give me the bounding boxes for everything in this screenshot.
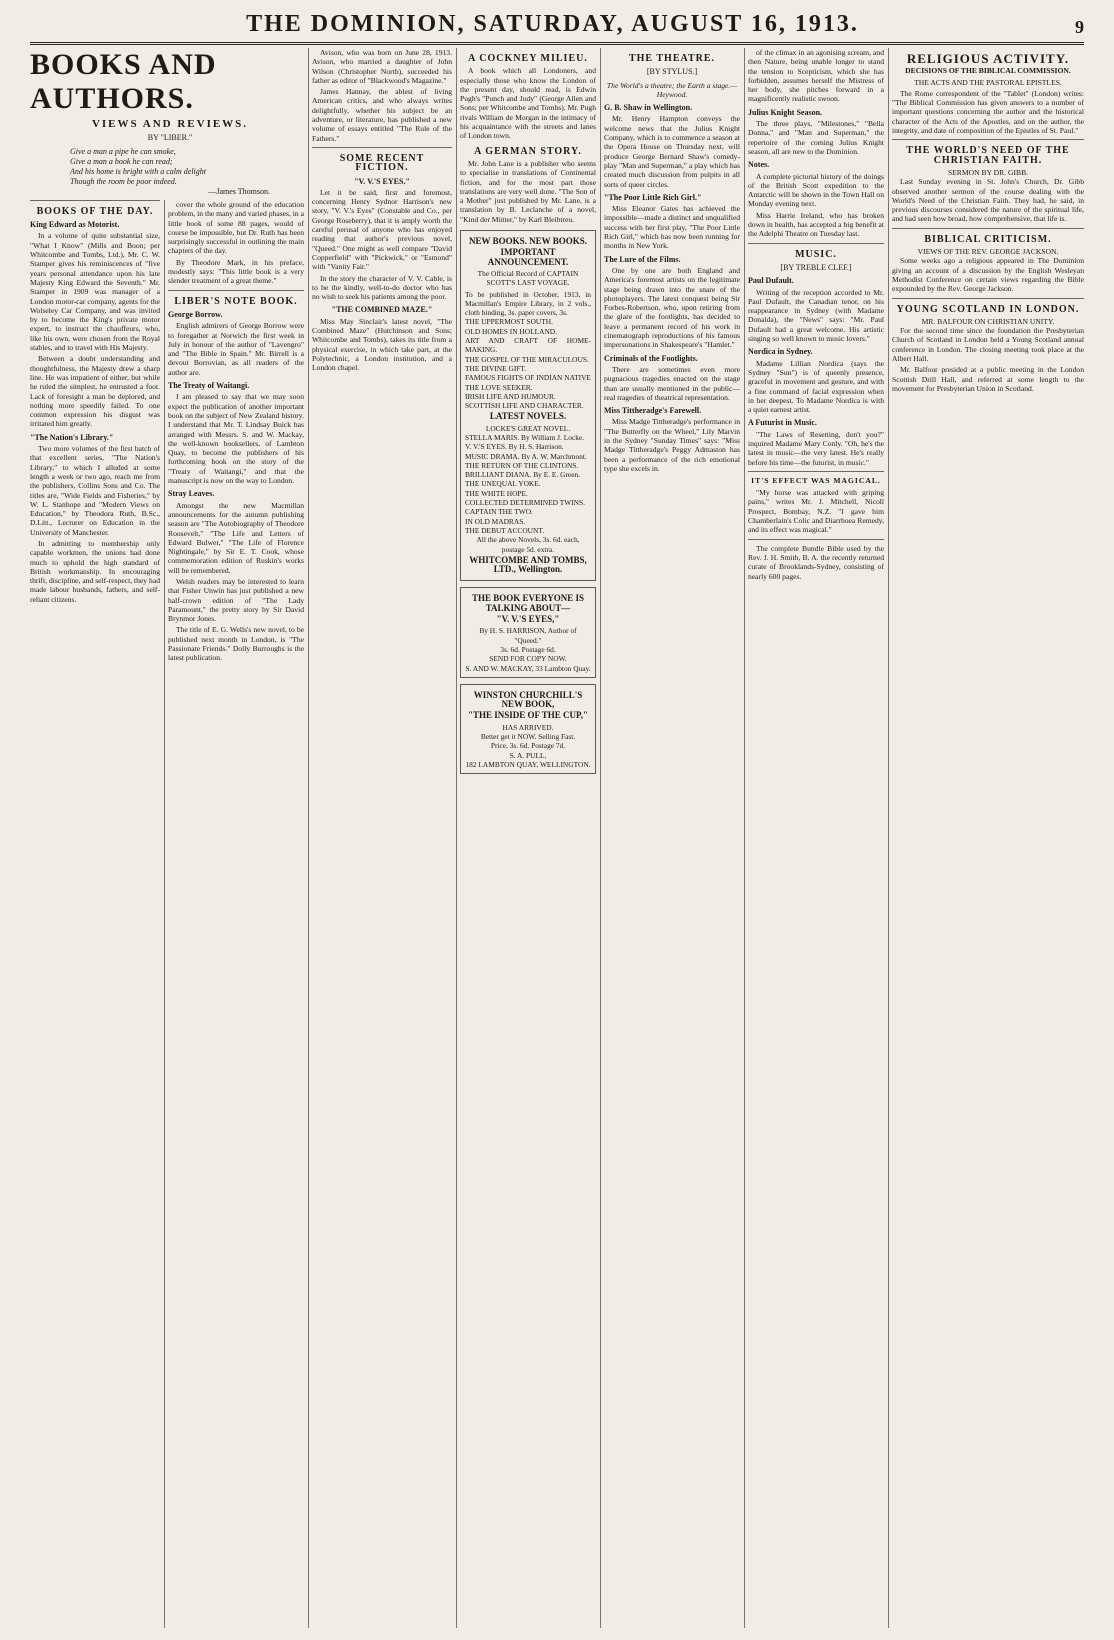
subheading: "THE COMBINED MAZE." (331, 305, 433, 315)
paragraph: Two more volumes of the first batch of that excellent series, "The Nation's Library," to which I alluded at some length a week or two ago, reach me from the publishers, Collins Sons and Co. The titles are, "Wide Fields and Fisheries," by W. L. Stanhope and "Modern Views on Education," by Theodora Ruth, B.Sc., D.Litt., Lecturer on Education in the University of Manchester. (30, 444, 160, 537)
subheading: Criminals of the Footlights. (604, 353, 698, 363)
paragraph: Let it be said, first and foremost, concerning Henry Sydnor Harrison's new story, "V. V.'s Eyes" (Constable and Co., per George Roseberry), that it is amply worth the careful perusal of anyone who has enjoyed reading that author's previous novel, "Queed." One might as well compare "David Copperfield" with "Pickwick," or "Esmond" with "Vanity Fair." (312, 187, 452, 272)
paragraph: Some weeks ago a religious appeared in The Dominion giving an account of a discussion by the English Wesleyan Methodist Conference on certain views regarding the Bible expounded by the Rev. George Jackson. (892, 256, 1084, 294)
paragraph: One by one are both England and America's foremost artists on the legitimate stage being drawn into the snare of the photoplayers. The latest conquest being Sir Forbes-Robertson, who, upon retiring from the glare of the footlights, has decided to leave a permanent record of his work in cinematograph reproductions of his famous impersonations in Shakespeare's "Hamlet." (604, 265, 740, 350)
heading-young-scotland: YOUNG SCOTLAND IN LONDON. (896, 303, 1080, 315)
subheading: Julius Knight Season. (748, 107, 823, 117)
heading-libers-note-book: LIBER'S NOTE BOOK. (174, 295, 298, 307)
paragraph: Miss Madge Tittheradge's performance in "The Butterfly on the Wheel," Lily Marvin in the Sydney "Sunday Times" says: "Miss Madge Tittheradge's Peggy Admaston has been a performance of the rich emotional type she excels in. (604, 417, 740, 473)
paragraph: By Theodore Mark, in his preface, modestly says: "This little book is a very slender treatment of a great theme." (168, 257, 304, 286)
section-title-books: BOOKS AND AUTHORS. (30, 48, 217, 115)
section-subtitle: VIEWS AND REVIEWS. (91, 118, 249, 130)
subheading: Notes. (748, 160, 770, 170)
paragraph: James Hannay, the ablest of living American critics, and who always writes delightfully, whether his subject be an adventure, or literature, has published a new volume of essays entitled "The Rule of the Fathers." (312, 87, 452, 143)
paragraph: Mr. Henry Hampton conveys the welcome news that the Julius Knight Company, which is to commence a season at the Opera House on Thursday next, will produce George Bernard Shaw's comedy-play "Man and Superman," a play which has created much discussion from pulpits in all sorts of queer circles. (604, 114, 740, 189)
subheading: Paul Dufault. (748, 276, 794, 286)
heading-religious: RELIGIOUS ACTIVITY. (906, 51, 1070, 66)
paragraph: cover the whole ground of the education problem, in the many and varied phases, in a little book of some 88 pages, would of course be impossible, but Dr. Ruth has been surprisingly successful in outlining the main chapters of the day. (168, 200, 304, 256)
advertisement-whitcombe: NEW BOOKS. NEW BOOKS. IMPORTANT ANNOUNCEMENT. The Official Record of CAPTAIN SCOTT'S LAST VOYAGE. To be published in October, 1913, in Macmillan's Empire Library, in 2 vols., cloth binding, 3s. paper covers, 3s. THE UPPERMOST SOUTH. OLD HOMES IN HOLLAND. ART AND CRAFT OF HOME-MAKING. THE GOSPEL OF THE MIRACULOUS. THE DIVINE GIFT. FAMOUS FIGHTS OF INDIAN NATIVE THE LOVE SEEKER. IRISH LIFE AND HUMOUR. SCOTTISH LIFE AND CHARACTER. LATEST NOVELS. LOCKE'S GREAT NOVEL. STELLA MARIS. By William J. Locke. V. V.'S EYES. By H. S. Harrison. MUSIC DRAMA. By A. W. Marchmont. THE RETURN OF THE CLINTONS. BRILLIANT DIANA. By E. E. Green. THE UNEQUAL YOKE. THE WHITE HOPE. COLLECTED DETERMINED TWINS. CAPTAIN THE TWO. IN OLD MADRAS. THE DEBUT ACCOUNT. All the above Novels, 3s. 6d. each, postage 5d. extra. WHITCOMBE AND TOMBS, LTD., Wellington. (460, 230, 596, 581)
paragraph: "The Laws of Resetting, don't you?" inquired Madame Mary Conly. "Oh, he's the latest in music—the very latest. He's really before his time—the futurist, in music." (748, 429, 884, 467)
paragraph: Welsh readers may be interested to learn that Fisher Unwin has just published a new half-crown edition of "The Lady Paramount," the pretty story by Sir David Brynmor Jones. (168, 576, 304, 624)
paragraph: The three plays, "Milestones," "Bella Donna," and "Man and Superman," the repertoire of the coming Julius Knight season, all are new to the Dominion. (748, 119, 884, 156)
paragraph: Miss Eleanor Gates has achieved the impossible—made a distinct and unqualified success with her first play, "The Poor Little Rich Girl," which has now been running for months in New York. (604, 204, 740, 251)
subheading: "The Nation's Library." (30, 432, 114, 442)
paragraph: Madame Lillian Nordica (says the Sydney "Sun") is of queenly presence, graceful in movement and gesture, and with a fine command of facial expression when in her deepest. To Madame Nordica is with a quiet earnest artist. (748, 358, 884, 415)
paragraph: English admirers of George Borrow were to foregather at Norwich the first week in July in honour of the author of "Lavengro" and "The Bible in Spain." Mr. Birrell is a devout Borrovian, as all readers of the author are. (168, 321, 304, 377)
column-4 (460, 48, 596, 1628)
heading-theatre: THE THEATRE. (628, 53, 716, 64)
column-3 (312, 48, 452, 1628)
paragraph: "My horse was attacked with griping pains," writes Mr. J. Mitchell, Nicoll Prospect, Bombay, N.Z. "I gave him Chamberlain's Colic and Diarrhoea Remedy, and its effect was magical." (748, 488, 884, 535)
subheading: Stray Leaves. (168, 489, 215, 499)
subheading: Miss Tittheradge's Farewell. (604, 406, 702, 416)
paragraph: In the story the character of V. V. Cable, is to be the kindly, well-to-do doctor who has no wish to seek his patients among the poor. (312, 273, 452, 302)
page-number: 9 (1075, 17, 1084, 37)
paragraph: A book which all Londoners, and especially those who know the London of the present day, should read, is Edwin Pugh's "Punch and Judy" (George Allen and Sons; per Whitcombe and Tombs). Mr. Pugh rivals William de Morgan in the intimacy of his acquaintance with the streets and lanes of London town. (460, 66, 596, 141)
heading-german-story: A GERMAN STORY. (474, 145, 582, 157)
byline: BY "LIBER." (147, 133, 193, 143)
paragraph: of the climax in an agonising scream, and then Nature, being unable longer to stand the tension to Scepticism, which she has forbidden, assumes herself the Mistress of her body, she pitches forward in a magnificently realistic swoon. (748, 48, 884, 104)
ad-heading: IT'S EFFECT WAS MAGICAL. (751, 475, 881, 485)
paragraph: Amongst the new Macmillan announcements for the autumn publishing season are "The Autobiography of Theodore Roosevelt," "The Life and Letters of Edward Bulwer," "The Life of Florence Nightingale," by Sir E. T. Cook, whose commemoration edition of Ruskin's works will be remembered. (168, 500, 304, 575)
epigraph-verse: Give a man a pipe he can smoke, Give a man a book he can read; And his home is bright with a calm delight Though the room be poor indeed. —James Thomson. (70, 146, 270, 196)
paragraph: Last Sunday evening in St. John's Church, Dr. Gibb observed another sermon of the course dealing with the World's Need of the Christian Faith. They had, he said, in previous discourses considered the nature of the spiritual life, and had seen how broad, how comprehensive, that life is. (892, 177, 1084, 224)
advertisement-mackay: THE BOOK EVERYONE IS TALKING ABOUT— "V. V.'S EYES," By H. S. HARRISON, Author of "Queed." 3s. 6d. Postage 6d. SEND FOR COPY NOW. S. AND W. MACKAY, 33 Lambton Quay. (460, 587, 596, 677)
subheading: A Futurist in Music. (748, 418, 817, 428)
column-7: RELIGIOUS ACTIVITY. DECISIONS OF THE BIBLICAL COMMISSION. THE ACTS AND THE PASTORAL EPISTLES. The Rome correspondent of the "Tablet" (London) writes: "The Biblical Commission has given answers to a number of important questions concerning the author and the historical character of the Acts of the Apostles, and on the author, the integrity, and date of composition of the Epistles of St. Paul." THE WORLD'S NEED OF THE CHRISTIAN FAITH. SERMON BY DR. GIBB. Last Sunday evening in St. John's Church, Dr. Gibb observed another sermon of the course dealing with the World's Need of the Christian Faith. They had, he said, in previous discourses considered the nature of the spiritual life, and had seen how broad, how comprehensive, that life is. BIBLICAL CRITICISM. VIEWS OF THE REV. GEORGE JACKSON. Some weeks ago a religious appeared in The Dominion giving an account of a discussion by the English Wesleyan Methodist Conference on certain views regarding the Bible expounded by the Rev. George Jackson. YOUNG SCOTLAND IN LONDON. MR. BALFOUR ON CHRISTIAN UNITY. For the second time since the foundation the Presbyterian Church of Scotland in London held a Young Scotland annual conference in London. The closing meeting took place at the Albert Hall. Mr. Balfour presided at a public meeting in the London Scottish Drill Hall, and referred at some length to the movement for Presbyterian Union in Scotland. (892, 51, 1084, 393)
paragraph: In a volume of quite substantial size, "What I Know" (Mills and Boon; per Whitcombe and Tombs, Ltd.), Mr. C. W. Stamper gives his reminiscences of "five years personal attendance upon his late Majesty King Edward the Seventh." Mr. Stamper in 1909 was manager of a London motor-car company, agents for the Wolseley Car Company, and was invited by to become the King's private motor expert, to instruct the chauffeurs, who, like his own, were chosen from the Royal stables, and to travel with His Majesty. (30, 231, 160, 353)
advertisement-pull: WINSTON CHURCHILL'S NEW BOOK, "THE INSIDE OF THE CUP," HAS ARRIVED. Better get it NOW. Selling Fast. Price, 3s. 6d. Postage 7d. S. A. PULL, 182 LAMBTON QUAY, WELLINGTON. (460, 684, 596, 774)
subheading: "The Poor Little Rich Girl." (604, 192, 702, 202)
subheading: G. B. Shaw in Wellington. (604, 103, 693, 113)
heading-books-of-day: BOOKS OF THE DAY. (36, 205, 154, 217)
heading-cockney: A COCKNEY MILIEU. (468, 53, 588, 64)
masthead-title: THE DOMINION, SATURDAY, AUGUST 16, 1913. (246, 11, 859, 37)
paragraph: Between a doubt understanding and thoughtfulness, the Majesty drew a sharp line. He was impatient of either, but while he ruled the simplest, he entrusted a foot. Lack of foresight a man be deplored, and nothing more speedily failed. To one common expression his disgust was irritated him greatly. (30, 354, 160, 429)
paragraph: Avison, who was born on June 28, 1913. Avison, who married a daughter of John Wilson (Christopher North), succeeded his father as editor of "Blackwood's Magazine." (312, 48, 452, 85)
subheading: The Treaty of Waitangi. (168, 381, 250, 391)
paragraph: There are sometimes even more pugnacious tragedies enacted on the stage than are usually mentioned in the public—real tragedies of theatrical representation. (604, 364, 740, 402)
paragraph: The complete Bundle Bible used by the Rev. J. H. Smith, B. A. the recently returned curate of Brooklands-Sydney, consisting of nearly 600 pages. (748, 543, 884, 581)
paragraph: The Rome correspondent of the "Tablet" (London) writes: "The Biblical Commission has given answers to a number of important questions concerning the author and the historical character of the Acts of the Apostles, and on the author, the integrity, and date of composition of the Epistles of St. Paul." (892, 88, 1084, 136)
masthead (30, 8, 1084, 45)
heading-worlds-need: THE WORLD'S NEED OF THE CHRISTIAN FAITH. (906, 145, 1070, 166)
paragraph: Mr. John Lane is a publisher who seems to specialise in translations of Continental fiction, and for the most part those translations are very well done. "The Son of a Mother" just published by Mr. Lane, is a translation by B. Leclanche of a novel, "Kind der Mütter," by Karl Bleibtreu. (460, 158, 596, 224)
subheading: King Edward as Motorist. (30, 220, 120, 230)
paragraph: Writing of the reception accorded to Mr. Paul Dufault, the Canadian tenor, on his reappearance in Sydney (with Madame Donalda), the "News" says: "Mr. Paul Dufault had a great welcome. His artistic singing so well known to music lovers." (748, 287, 884, 344)
subheading: "V. V.'S EYES." (354, 176, 410, 186)
column-5: THE THEATRE. [BY STYLUS.] The World's a theatre; the Earth a stage.—Heywood. G. B. Shaw in Wellington. Mr. Henry Hampton conveys the welcome news that the Julius Knight Company, which is to commence a season at the Opera House on Thursday next, will produce George Bernard Shaw's comedy-play "Man and Superman," a play which has created much discussion from pulpits in all sorts of queer circles. "The Poor Little Rich Girl." Miss Eleanor Gates has achieved the impossible—made a distinct and unqualified success with her first play, "The Poor Little Rich Girl," which has now been running for months in New York. The Lure of the Films. One by one are both England and America's foremost artists on the legitimate stage being drawn into the snare of the photoplayers. The latest conquest being Sir Forbes-Robertson, who, upon retiring from the glare of the footlights, has decided to leave a permanent record of his work in cinematograph reproductions of his famous impersonations in Shakespeare's "Hamlet." Criminals of the Footlights. There are sometimes even more pugnacious tragedies enacted on the stage than are usually mentioned in the public—real tragedies of theatrical representation. Miss Tittheradge's Farewell. Miss Madge Tittheradge's performance in "The Butterfly on the Wheel," Lily Marvin in the Sydney "Sunday Times" says: "Miss Madge Tittheradge's Peggy Admaston has been a performance of the rich emotional type she excels in. (604, 53, 740, 473)
paragraph: Miss May Sinclair's latest novel, "The Combined Maze" (Hutchinson and Sons; Whitcombe and Tombs), takes its title from a physical exercise, in which take part, at the Polytechnic, a London institution, and a London chapel. (312, 316, 452, 373)
paragraph: Miss Harrie Ireland, who has broken down in health, has accepted a big benefit at the Adelphi Theatre on Tuesday last. (748, 210, 884, 239)
heading-recent-fiction: SOME RECENT FICTION. (339, 152, 425, 174)
subheading: Nordica in Sydney. (748, 347, 813, 357)
paragraph: I am pleased to say that we may soon expect the publication of another important book on the subject of New Zealand history. I understand that Mr. T. Lindsay Buick has arranged with Messrs. S. and W. Mackay, the well-known booksellers, of Lambton Quay, to become the publishers of his forthcoming book on the story of the "Treaty of Waitangi," and that the manuscript is now on the way to London. (168, 392, 304, 486)
paragraph: A complete pictorial history of the doings of the British Scott expedition to the Antarctic will be shown in the Town Hall on Monday evening next. (748, 171, 884, 209)
paragraph: Mr. Balfour presided at a public meeting in the London Scottish Drill Hall, and referred at some length to the movement for Presbyterian Union in Scotland. (892, 365, 1084, 393)
paragraph: In admitting to membership only capable workmen, the unions had done much to uphold the high standard of British workmanship. In encouraging thrift, discipline, and self-respect, they had made labour husbands, fathers, and self-reliant citizens. (30, 538, 160, 604)
heading-biblical-criticism: BIBLICAL CRITICISM. (924, 233, 1052, 245)
paragraph: The title of E. G. Wells's new novel, to be published next month in London, is "The Passionate Friends." Dolly Burroughs is the latest publication. (168, 625, 304, 663)
column-2 (168, 200, 304, 1628)
column-6: of the climax in an agonising scream, and then Nature, being unable longer to stand the tension to Scepticism, which she has forbidden, assumes herself the Mistress of her body, she pitches forward in a magnificently realistic swoon. Julius Knight Season. The three plays, "Milestones," "Bella Donna," and "Man and Superman," the repertoire of the coming Julius Knight season, all are new to the Dominion. Notes. A complete pictorial history of the doings of the British Scott expedition to the Antarctic will be shown in the Town Hall on Monday evening next. Miss Harrie Ireland, who has broken down in health, has accepted a big benefit at the Adelphi Theatre on Tuesday last. MUSIC. [BY TREBLE CLEF.] Paul Dufault. Writing of the reception accorded to Mr. Paul Dufault, the Canadian tenor, on his reappearance in Sydney (with Madame Donalda), the "News" says: "Mr. Paul Dufault had a great welcome. His artistic singing so well known to music lovers." Nordica in Sydney. Madame Lillian Nordica (says the Sydney "Sun") is of queenly presence, graceful in movement and gesture, and with a fine command of facial expression when in her deepest. To Madame Nordica is with a quiet earnest artist. A Futurist in Music. "The Laws of Resetting, don't you?" inquired Madame Mary Conly. "Oh, he's the latest in music—the very latest. He's really before his time—the futurist, in music." IT'S EFFECT WAS MAGICAL. "My horse was attacked with griping pains," writes Mr. J. Mitchell, Nicoll Prospect, Bombay, N.Z. "I gave him Chamberlain's Colic and Diarrhoea Remedy, and its effect was magical." The complete Bundle Bible used by the Rev. J. H. Smith, B. A. the recently returned curate of Brooklands-Sydney, consisting of nearly 600 pages. (748, 48, 884, 581)
paragraph: For the second time since the foundation the Presbyterian Church of Scotland in London held a Young Scotland annual conference in London. The closing meeting took place at the Albert Hall. (892, 326, 1084, 364)
heading-music: MUSIC. (795, 248, 837, 260)
subheading: George Borrow. (168, 309, 223, 319)
subheading: The Lure of the Films. (604, 254, 681, 264)
